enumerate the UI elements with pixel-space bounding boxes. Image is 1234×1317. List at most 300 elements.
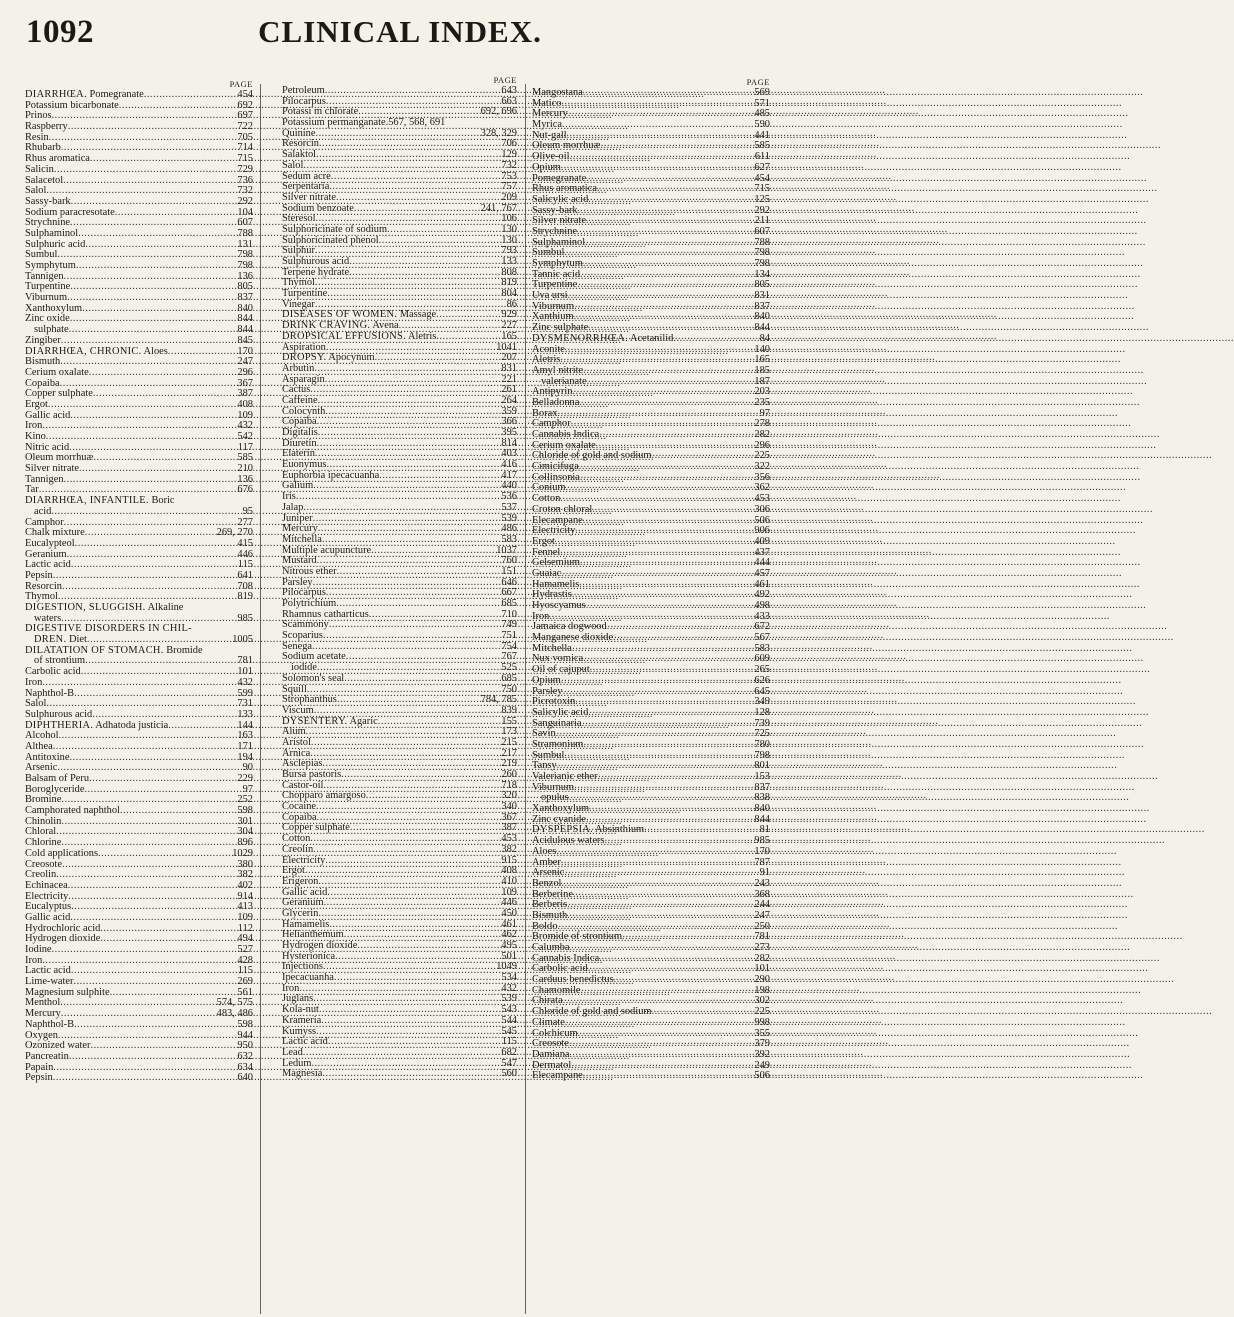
index-entry-page: 506: [754, 1070, 770, 1082]
index-entry-term: Vinegar: [282, 298, 315, 310]
index-entry-page: 560: [501, 1068, 517, 1080]
index-entry-term: Tannic acid: [532, 268, 581, 280]
index-entry-page: 838: [754, 792, 770, 804]
index-entry-term: Strophanthus: [282, 694, 337, 706]
dot-leader: [74, 1020, 236, 1031]
index-entry-term: Galium: [282, 480, 314, 492]
index-entry-term: Asparagin: [282, 373, 325, 385]
index-entry-term: Ergot: [282, 865, 305, 877]
index-entry-page: 153: [754, 771, 770, 782]
index-entry-page: 1029: [232, 847, 253, 859]
index-entry-page: 708: [237, 580, 253, 592]
index-entry-page: 109: [237, 911, 253, 923]
index-entry-page: 950: [237, 1040, 253, 1052]
index-entry-term: Xanthium: [532, 311, 574, 323]
index-entry-page: 265: [754, 664, 770, 676]
index-entry-term: Copper sulphate: [25, 388, 93, 400]
index-entry-term: Naphthol-B: [25, 1018, 75, 1030]
index-column-2: [282, 75, 517, 1080]
index-entry-term: Hydrogen dioxide: [25, 933, 101, 945]
index-entry-page: 985: [754, 835, 770, 847]
index-entry-page: 506: [754, 514, 770, 526]
index-entry-term: Jamaica dogwood: [532, 621, 607, 633]
index-subterm: Pomegranate: [86, 89, 144, 100]
index-entry-term: Oxygen: [25, 1029, 58, 1041]
index-entry-term: of strontium: [34, 655, 86, 667]
index-entry-term: Sodium benzoate: [282, 202, 354, 214]
index-entry-term: Salol: [25, 185, 47, 197]
index-entry-page: 544: [501, 1014, 517, 1026]
index-entry-page: 95: [242, 505, 253, 517]
running-title: CLINICAL INDEX.: [258, 14, 542, 49]
index-entry-term: Boroglyceride: [25, 783, 85, 795]
index-heading-term: DYSPEPSIA.: [532, 824, 594, 836]
index-entry-term: sulphate: [34, 324, 69, 336]
index-entry-page: 136: [237, 473, 253, 485]
index-entry-page: 109: [237, 409, 253, 421]
index-entry-term: Viburnum: [532, 781, 575, 793]
index-entry-page: 808: [501, 266, 517, 278]
index-entry-page: 367: [237, 377, 253, 389]
index-entry-term: Collinsonia: [532, 471, 580, 483]
index-entry-page: 454: [237, 89, 253, 100]
index-entry-term: Euonymus: [282, 459, 327, 471]
index-entry-page: 798: [754, 247, 770, 259]
index-entry: [25, 165, 253, 176]
index-entry-page: 446: [237, 548, 253, 560]
index-entry: [25, 1020, 253, 1031]
index-entry-term: Sassy-bark: [25, 195, 71, 207]
index-entry-term: Iron: [532, 610, 550, 622]
index-entry-page: 561: [237, 986, 253, 998]
index-entry-term: Cannabis Indica: [532, 429, 600, 440]
index-entry-page: 640: [237, 1072, 253, 1084]
index-entry-page: 542: [237, 431, 253, 442]
index-entry-page: 125: [754, 193, 770, 205]
index-entry-page: 914: [237, 890, 253, 902]
index-entry-page: 440: [501, 480, 517, 492]
index-entry-page: 583: [501, 533, 517, 545]
index-entry-term: Quinine: [282, 127, 316, 139]
index-entry-term: Iris: [282, 491, 296, 503]
index-entry-page: 844: [754, 813, 770, 825]
index-entry-term: [282, 332, 436, 343]
index-entry-term: Salaktol: [282, 149, 317, 161]
index-entry-page: 207: [501, 352, 517, 364]
index-entry-term: Resorcin: [25, 580, 62, 592]
index-entry-page: 627: [754, 161, 770, 173]
index-entry-term: Menthol: [25, 997, 61, 1009]
index-entry-term: Copaiba: [282, 811, 317, 823]
index-entry-term: Viburnum: [532, 300, 575, 312]
index-entry-page: 203: [754, 386, 770, 398]
index-entry-page: 1041: [496, 341, 517, 353]
index-entry: [282, 877, 517, 888]
index-entry-page: 165: [754, 354, 770, 366]
index-entry-page: 906: [754, 525, 770, 537]
index-entry-page: 539: [501, 993, 517, 1005]
index-entry-page: 645: [754, 685, 770, 697]
index-entry-page: 225: [754, 450, 770, 462]
index-entry-page: 461: [501, 918, 517, 930]
index-entry: [282, 503, 517, 514]
index-entry-page: 798: [237, 249, 253, 261]
index-entry-page: 416: [501, 459, 517, 471]
index-entry-term: Sumbul: [25, 249, 58, 261]
index-entry-term: Tansy: [532, 760, 557, 772]
index-entry-page: 151: [501, 565, 517, 577]
index-entry-page: 751: [501, 630, 517, 642]
index-entry-term: Hydrochloric acid: [25, 922, 101, 934]
index-entry-term: Salicin: [25, 163, 54, 175]
index-entry-page: 801: [754, 760, 770, 772]
index-entry-term: Bursa pastoris: [282, 769, 342, 780]
index-entry-page: 819: [501, 277, 517, 289]
index-entry-term: Pilocarpus: [282, 95, 326, 107]
index-entry-term: Creolin: [282, 843, 314, 855]
index-entry-term: Asclepias: [282, 758, 323, 770]
index-entry: [25, 881, 253, 892]
index-entry-term: Digitalis: [282, 427, 318, 438]
index-entry-term: Scoparius: [282, 630, 323, 642]
index-entry-page: 382: [237, 869, 253, 881]
index-entry-term: Mercury: [532, 108, 568, 120]
index-entry-term: Glycerin: [282, 907, 319, 919]
index-entry-term: Copaiba: [25, 377, 60, 389]
index-entry-term: Oil of cajuput: [532, 664, 590, 676]
index-entry: [25, 1073, 253, 1084]
page-header: [0, 0, 800, 70]
index-entry-page: 247: [754, 909, 770, 921]
index-entry-page: 264: [501, 394, 517, 406]
index-entry-page: 261: [501, 384, 517, 396]
index-entry: [282, 161, 517, 172]
index-entry-page: 408: [501, 865, 517, 877]
index-entry-term: Sedum acre: [282, 170, 331, 182]
index-entry: [532, 1018, 770, 1029]
index-entry-term: Iron: [25, 954, 43, 966]
index-heading-term: DYSMENORRHŒA.: [532, 332, 628, 344]
index-entry-term: Arbutin: [282, 362, 315, 374]
index-entry-page: 985: [237, 612, 253, 624]
index-entry-term: Gallic acid: [282, 886, 328, 898]
dot-leader: [42, 678, 236, 689]
index-entry-page: 722: [237, 121, 253, 133]
index-entry-page: 663: [501, 95, 517, 107]
index-entry-page: 97: [759, 407, 770, 419]
index-entry-term: Picrotoxin: [532, 696, 576, 708]
index-entry-page: 527: [237, 944, 253, 955]
index-entry-page: 692, 696: [480, 106, 517, 118]
index-entry-page: 417: [501, 469, 517, 481]
index-entry-term: Lactic acid: [282, 1036, 328, 1048]
index-entry-page: 340: [501, 801, 517, 813]
index-entry-term: Sulphuric acid: [25, 238, 86, 250]
dot-leader: [98, 849, 231, 860]
index-entry-page: 736: [237, 174, 253, 186]
index-entry-term: Gallic acid: [25, 911, 71, 923]
dot-leader: [561, 163, 754, 174]
index-entry-page: 692: [237, 99, 253, 111]
page-column-heading: PAGE: [493, 75, 517, 85]
index-entry-page: 395: [501, 427, 517, 438]
index-entry: [532, 1071, 770, 1082]
index-entry-page: 367: [501, 811, 517, 823]
index-entry-page: 944: [237, 1029, 253, 1041]
index-entry-term: Climate: [532, 1016, 565, 1028]
index-entry-page: 198: [754, 984, 770, 996]
index-entry-term: Benzol: [532, 877, 562, 889]
index-entry-page: 133: [237, 708, 253, 720]
index-entry-term: Rhamnus catharticus: [282, 608, 369, 620]
index-entry-term: Turpentine: [282, 288, 328, 300]
index-entry-page: 840: [754, 803, 770, 815]
index-entry-term: Mitchella: [282, 533, 322, 545]
index-entry-page: 998: [754, 1016, 770, 1028]
index-entry-page: 356: [754, 471, 770, 483]
index-entry-page: 428: [237, 954, 253, 966]
index-entry-term: Prinos: [25, 110, 52, 122]
index-entry-page: 626: [754, 674, 770, 686]
index-entry-page: 845: [237, 334, 253, 346]
index-subterm: Alkaline: [145, 602, 184, 613]
index-entry-page: 837: [754, 781, 770, 793]
index-entry-page: 607: [754, 225, 770, 237]
index-entry-page: 805: [754, 279, 770, 291]
index-entry-page: 710: [501, 608, 517, 620]
index-entry-term: Nux vomica: [532, 653, 584, 665]
index-entry-term: Kino: [25, 431, 46, 442]
index-entry-page: 278: [754, 418, 770, 430]
index-subterm: Absinthium: [593, 824, 645, 836]
index-entry-page: 705: [237, 131, 253, 143]
index-entry-page: 585: [754, 140, 770, 152]
index-entry-page: 115: [237, 965, 253, 977]
index-entry-term: Strychnine: [532, 225, 578, 237]
index-entry-term: Potassi m chlorate: [282, 106, 359, 118]
index-subterm: Apocynum: [326, 352, 375, 364]
index-entry-term: Mercury: [282, 523, 318, 535]
dot-leader: [588, 708, 753, 719]
index-entry-page: 729: [237, 163, 253, 175]
dot-leader: [344, 674, 500, 685]
index-entry-term: Berberis: [532, 899, 568, 911]
index-entry-page: 296: [237, 366, 253, 378]
dot-leader: [314, 364, 500, 375]
index-entry: [532, 708, 770, 719]
index-entry-page: 715: [754, 183, 770, 195]
index-entry-page: 457: [754, 567, 770, 579]
index-entry-page: 536: [501, 491, 517, 503]
index-entry-page: 185: [754, 364, 770, 376]
index-entry-page: 732: [237, 185, 253, 197]
page-column-heading: PAGE: [229, 79, 253, 89]
index-entry-page: 163: [237, 730, 253, 742]
index-entry-term: Aloes: [532, 845, 557, 857]
index-entry-page: 302: [754, 995, 770, 1007]
dot-leader: [588, 195, 753, 206]
index-heading-term: DIPHTHERIA.: [25, 719, 94, 731]
index-entry-page: 831: [501, 362, 517, 374]
index-entry-page: 483, 486: [216, 1008, 253, 1020]
index-subterm: Acetanilid: [628, 332, 674, 344]
index-entry-page: 171: [237, 740, 253, 752]
index-entry-page: 84: [759, 332, 770, 344]
index-entry-term: Hyoscyamus: [532, 600, 586, 611]
index-entry-term: Chamomile: [532, 984, 581, 996]
index-entry-term: Sulphoricinated phenol: [282, 234, 379, 246]
index-entry-page: 547: [501, 1057, 517, 1069]
index-entry-term: Damiana: [532, 1048, 570, 1060]
index-entry-term: Opium: [532, 674, 561, 686]
index-entry-page: 362: [754, 482, 770, 494]
index-entry-term: Bismuth: [532, 909, 568, 921]
index-entry-page: 140: [754, 343, 770, 355]
index-entry-term: Oleum morrhuæ: [25, 452, 94, 464]
index-entry-term: Bismuth: [25, 356, 61, 368]
dot-leader: [555, 537, 754, 548]
index-entry-term: Mercury: [25, 1008, 61, 1020]
index-entry-term: Sanguinaria: [532, 717, 582, 729]
index-entry-term: valerianate: [541, 375, 587, 387]
index-entry-page: 732: [501, 159, 517, 171]
index-entry-page: 366: [501, 416, 517, 428]
index-subterm: Aletris: [405, 330, 437, 342]
index-entry-term: Chloride of gold and sodium: [532, 450, 652, 462]
index-entry: [532, 334, 770, 345]
index-entry-page: 134: [754, 268, 770, 280]
index-entry-term: Cactus: [282, 384, 311, 396]
index-entry-page: 244: [754, 899, 770, 911]
index-entry-term: Eucalyptus: [25, 901, 72, 913]
index-entry-page: 840: [237, 302, 253, 314]
index-entry-page: 415: [237, 537, 253, 549]
index-entry-term: Viscum: [282, 704, 314, 716]
index-entry-term: Symphytum: [532, 258, 583, 269]
index-entry-term: Oleum morrhuæ: [532, 140, 601, 152]
index-entry-page: 749: [501, 619, 517, 631]
index-entry-term: Guaiac: [532, 567, 562, 579]
index-entry-term: Camphorated naphthol: [25, 805, 120, 817]
index-entry: [532, 676, 770, 687]
index-entry-term: Symphytum: [25, 260, 76, 271]
index-entry-page: 402: [237, 879, 253, 891]
index-entry-page: 229: [237, 773, 253, 784]
index-entry-page: 408: [237, 398, 253, 410]
index-entry-term: Cimicifuga: [532, 461, 579, 473]
index-entry-page: 760: [501, 555, 517, 567]
index-entry-page: 387: [237, 388, 253, 400]
index-entry-page: 492: [754, 589, 770, 601]
index-entry-term: Chalk mixture: [25, 527, 85, 539]
index-entry-page: 432: [237, 420, 253, 432]
index-entry-term: Raspberry: [25, 121, 68, 133]
index-entry-term: Squill: [282, 683, 307, 695]
index-entry-term: Colchicum: [532, 1027, 578, 1039]
index-entry-page: 929: [501, 309, 517, 321]
index-entry-term: Silver nitrate: [282, 191, 336, 203]
index-entry-page: 486: [501, 523, 517, 535]
index-entry-page: 494: [237, 933, 253, 945]
index-entry-term: Krameria: [282, 1014, 322, 1026]
index-entry: [282, 845, 517, 856]
index-entry-term: Pepsin: [25, 569, 53, 581]
index-entry-term: Aconite: [532, 343, 565, 355]
index-entry-page: 798: [754, 749, 770, 761]
dot-leader: [313, 845, 500, 856]
index-entry-term: Cocaine: [282, 801, 317, 813]
index-entry-page: 839: [501, 704, 517, 716]
page-number: 1092: [26, 14, 94, 50]
index-entry-page: 831: [754, 290, 770, 302]
index-heading-term: DROPSICAL EFFUSIONS.: [282, 330, 406, 342]
index-entry-page: 210: [237, 463, 253, 475]
index-entry-page: 685: [501, 598, 517, 609]
dot-leader: [583, 1071, 754, 1082]
index-subterm: Aloes: [141, 345, 168, 357]
index-entry: [532, 163, 770, 174]
index-entry-term: Carbolic acid: [532, 963, 588, 975]
index-entry-term: Resorcin: [282, 138, 319, 150]
index-entry-term: Pepsin: [25, 1072, 53, 1084]
index-entry-term: Multiple acupuncture: [282, 544, 372, 556]
index-entry-term: Scammony: [282, 619, 329, 631]
index-entry-page: 646: [501, 576, 517, 588]
dot-leader: [583, 366, 753, 377]
index-entry-term: Sulphur: [282, 245, 315, 257]
index-entry-page: 115: [237, 559, 253, 571]
index-entry-page: 569: [754, 87, 770, 98]
dot-leader: [69, 1052, 237, 1063]
index-entry-term: Tannigen: [25, 270, 64, 282]
index-entry-page: 128: [754, 706, 770, 718]
index-subterm: Bromide: [163, 644, 203, 656]
index-entry-term: Sumbul: [532, 749, 565, 761]
dot-leader: [322, 535, 501, 546]
index-entry-term: Aletris: [532, 354, 561, 366]
index-entry-term: Matico: [532, 97, 562, 109]
index-entry-page: 844: [237, 313, 253, 325]
index-entry-term: Creolin: [25, 869, 57, 881]
index-entry-page: 574, 575: [216, 997, 253, 1009]
index-entry-page: 269, 270: [216, 527, 253, 539]
index-entry: [532, 366, 770, 377]
index-entry-term: Stramonium: [532, 738, 584, 750]
index-entry: [25, 368, 253, 379]
index-entry-term: Helianthemum: [282, 929, 344, 941]
index-entry-page: 501: [501, 950, 517, 962]
index-entry-term: Resin: [25, 131, 49, 143]
dot-leader: [54, 165, 237, 176]
index-entry-term: Juglans: [282, 993, 314, 1005]
index-entry-term: Cerium oxalate: [25, 366, 89, 378]
index-entry-term: Xanthoxylum: [25, 302, 83, 314]
index-entry-term: acid: [34, 505, 52, 517]
index-entry-page: 1037: [496, 544, 517, 556]
index-entry: [25, 849, 253, 860]
index-entry-page: 441: [754, 129, 770, 141]
index-entry-page: 225: [754, 1006, 770, 1018]
index-entry-page: 101: [754, 963, 770, 975]
index-subterm: Agaric: [347, 715, 378, 727]
index-entry-term: Mitchella: [532, 642, 572, 654]
index-entry-term: Ergot: [532, 535, 555, 547]
index-entry-term: Cotton: [282, 833, 311, 845]
index-entry-term: Tar: [25, 484, 39, 496]
index-entry-term: Lime-water: [25, 976, 74, 988]
index-entry-page: 754: [501, 640, 517, 652]
index-entry-term: Kola-nut: [282, 1004, 319, 1016]
